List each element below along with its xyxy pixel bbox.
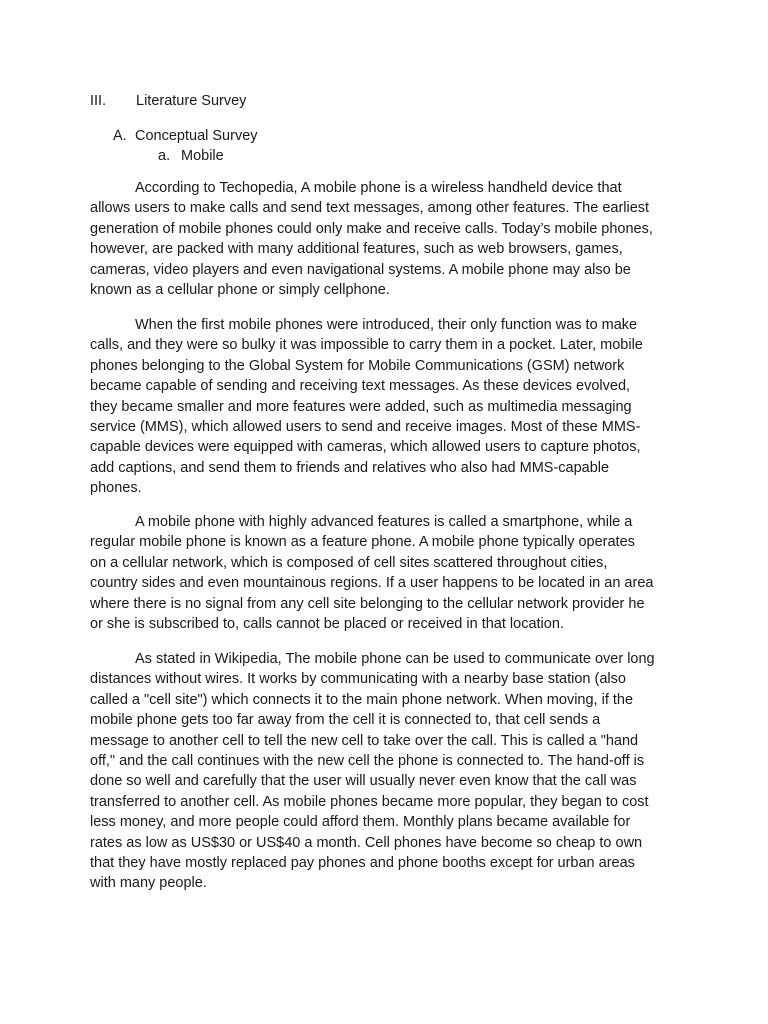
- paragraph-line: with many people.: [90, 875, 207, 892]
- paragraph-line: generation of mobile phones could only make and receive calls. Today’s mobile phones,: [90, 220, 653, 237]
- paragraph-wikipedia: [90, 649, 690, 894]
- paragraph-line: According to Techopedia, A mobile phone is a wireless handheld device that: [135, 180, 622, 196]
- paragraph-line: service (MMS), which allowed users to send and receive images. Most of these MMS-: [90, 419, 641, 436]
- paragraph-line: known as a cellular phone or simply cellphone.: [90, 282, 390, 299]
- paragraph-line: A mobile phone with highly advanced features is called a smartphone, while a: [135, 514, 633, 530]
- subsubsection-title: Mobile: [181, 148, 224, 164]
- section-number: III.: [90, 93, 107, 109]
- paragraph-line: cameras, video players and even navigational systems. A mobile phone may also be: [90, 261, 631, 278]
- paragraph-line: on a cellular network, which is composed of cell sites scattered throughout cities,: [90, 554, 608, 571]
- paragraph-line: distances without wires. It works by communicating with a nearby base station (also: [90, 671, 626, 688]
- paragraph-line: that they have mostly replaced pay phones and phone booths except for urban areas: [90, 855, 635, 872]
- paragraph-line: became capable of sending and receiving text messages. As these devices evolved,: [90, 378, 631, 395]
- paragraph-line: mobile phone gets too far away from the cell it is connected to, that cell sends a: [90, 712, 601, 729]
- paragraph-line: however, are packed with many additional features, such as web browsers, games,: [90, 241, 623, 258]
- paragraph-line: message to another cell to tell the new cell to take over the call. This is called a "hand: [90, 732, 639, 749]
- paragraph-line: called a "cell site") which connects it to the main phone network. When moving, if the: [90, 691, 634, 708]
- paragraph-line: phones.: [90, 480, 142, 497]
- paragraph-line: country sides and even mountainous regions. If a user happens to be located in an area: [90, 575, 654, 592]
- paragraph-history: [90, 315, 690, 499]
- paragraph-line: allows users to make calls and send text messages, among other features. The earliest: [90, 200, 650, 217]
- paragraph-line: regular mobile phone is known as a feature phone. A mobile phone typically operates: [90, 534, 635, 551]
- paragraph-line: add captions, and send them to friends and relatives who also had MMS-capable: [90, 459, 610, 476]
- paragraph-line: As stated in Wikipedia, The mobile phone can be used to communicate over long: [135, 651, 655, 667]
- paragraph-smartphone: [90, 512, 690, 634]
- paragraph-line: When the first mobile phones were introduced, their only function was to make: [135, 317, 638, 333]
- paragraph-line: capable devices were equipped with cameras, which allowed users to capture photos,: [90, 439, 641, 456]
- subsubsection-number: a.: [158, 148, 171, 164]
- paragraph-techopedia: [90, 178, 690, 300]
- paragraph-line: phones belonging to the Global System for Mobile Communications (GSM) network: [90, 357, 625, 374]
- subsection-number: A.: [113, 128, 127, 144]
- paragraph-line: they became smaller and more features were added, such as multimedia messaging: [90, 398, 632, 415]
- paragraph-line: done so well and carefully that the user will usually never even know that the call was: [90, 773, 637, 790]
- paragraph-line: calls, and they were so bulky it was impossible to carry them in a pocket. Later, mobile: [90, 337, 643, 354]
- paragraph-line: or she is subscribed to, calls cannot be placed or received in that location.: [90, 616, 564, 633]
- subsection-title: Conceptual Survey: [135, 128, 258, 144]
- paragraph-line: transferred to another cell. As mobile phones became more popular, they began to cost: [90, 793, 649, 810]
- section-title: Literature Survey: [136, 93, 247, 109]
- paragraph-line: rates as low as US$30 or US$40 a month. Cell phones have become so cheap to own: [90, 834, 643, 851]
- subsubsection-heading: [158, 146, 224, 166]
- paragraph-line: off," and the call continues with the new cell the phone is connected to. The hand-off is: [90, 753, 645, 770]
- subsection-heading: [113, 126, 258, 146]
- section-heading: [90, 91, 246, 111]
- paragraph-line: less money, and more people could afford them. Monthly plans became available for: [90, 814, 631, 831]
- paragraph-line: where there is no signal from any cell site belonging to the cellular network provider he: [90, 595, 645, 612]
